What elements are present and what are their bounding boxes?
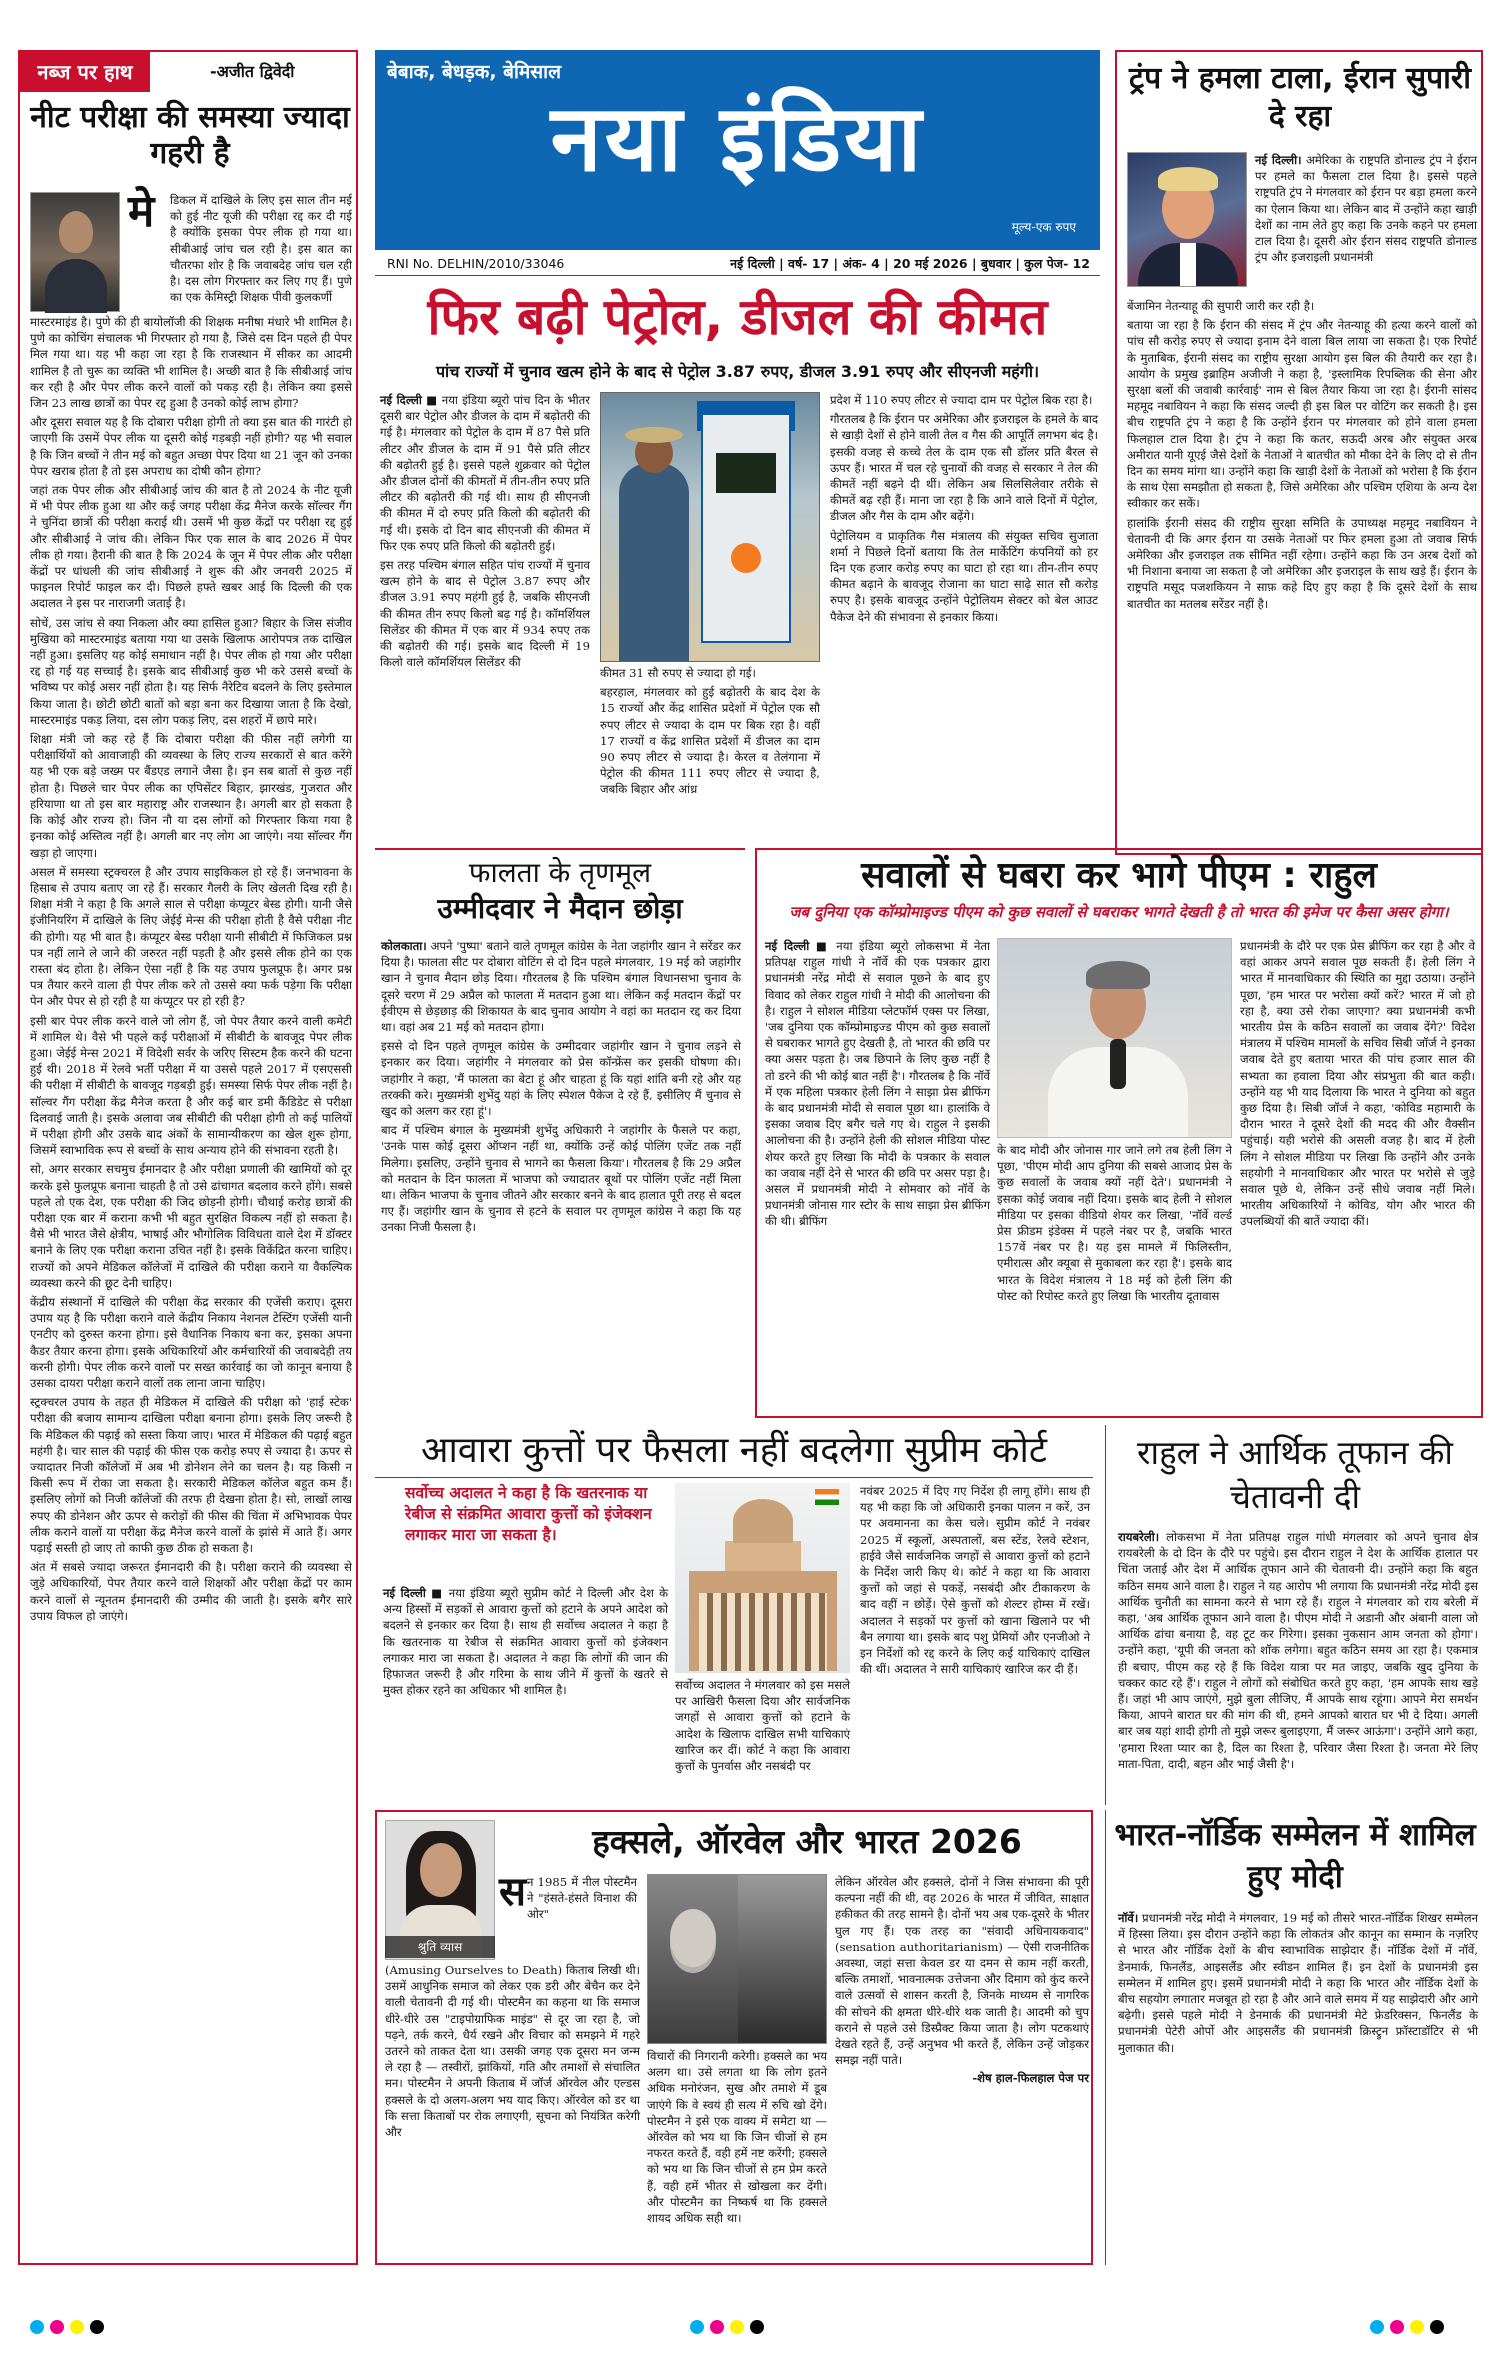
column-paragraph: सो, अगर सरकार सचमुच ईमानदार है और परीक्षा प्रणाली की खामियों को दूर करके इसे फुलप्रूफ बनाना चाहती है तो उसे ढांचागत बदलाव करने होंगे। सबसे पहले तो एक देश, एक परीक्षा की जिद छोड़नी होगी। चौथाई करोड़ छात्रों की परीक्षा एक बार में कराना कभी भी बहुत सुरक्षित विकल्प नहीं हो सकता है। वैसे भी भारत जैसे क्षेत्रीय, भाषाई और भौगोलिक विविधता वाले देश में डॉक्टर बनाने के लिए एक परीक्षा कराना उचित नहीं है। इसके विकेंद्रित करना चाहिए। राज्यों को अपने मेडिकल कॉलेजों में दाखिले की परीक्षा कराने या वैकल्पिक व्यवस्था करने की छूट देनी चाहिए। (30, 1162, 352, 1290)
column-paragraph: इसी बार पेपर लीक करने वाले जो लोग हैं, जो पेपर तैयार करने वाली कमेटी में शामिल थे। वैसे भी पहले कई परीक्षाओं में सीबीटी के बावजूद पेपर लीक हुआ। जेईई मेन्स 2021 में विदेशी सर्वर के जरिए सिस्टम हैक करने की घटना हुई थी। 2018 में रेलवे भर्ती परीक्षा में या उससे पहले 2017 में एसएससी की परीक्षा में सीबीटी के बावजूद गड़बड़ी हुई। समस्या सिर्फ पेपर लीक नहीं है। सॉल्वर गैंग परीक्षा केंद्र मैनेज करता है और कई बार डमी कैंडिडेट से परीक्षा दिलवाई जाती है। इसके अलावा जब सीबीटी की परीक्षा होगी तो कई पालियों में परीक्षा होगी और उसके बाद अंकों के सामान्यीकरण का खेल शुरू होगा, जिसमें स्वाभाविक रूप से बच्चों के साथ अन्याय होने की संभावना रहती है। (30, 1013, 352, 1158)
yellow-dot (1410, 2320, 1424, 2334)
orwell-article (375, 1810, 1093, 2265)
rahul-column-3: प्रधानमंत्री के दौरे पर एक प्रेस ब्रीफिंग कर रहा है और वे वहां आकर अपने सवाल पूछ सकती हैं। हेली लिंग ने भारत में मानवाधिकार की स्थिति का मुद्दा उठाया। उन्होंने पूछा, 'हम भारत पर भरोसा क्यों करें? भारत में जो हो रहा है, क्या उसे रोका जाएगा? क्या प्रधानमंत्री कभी भारतीय प्रेस के कठिन सवालों का जवाब देंगे?' विदेश मंत्रालय में पश्चिम मामलों के सचिव सिबी जॉर्ज ने इनका जवाब देते हुए बताया भारत की पांच हजार साल की सभ्यता का हवाला दिया और संप्रभुता की बात कही। उन्होंने यह भी याद दिलाया कि भारत ने दुनिया को बहुत कुछ दिया है। सिबी जॉर्ज ने कहा, 'कोविड महामारी के दौरान भारत ने दूसरे देशों की मदद की और वैक्सीन पहुंचाई। यही भरोसे की असली वजह है। बाद में हेली लिंग ने सोशल मीडिया पर लिखा कि उन्होंने और उनके सहयोगी ने मानवाधिकार और भारत पर भरोसे से जुड़े सवाल पूछे थे, लेकिन उन्हें सीधे जवाब नहीं मिले। भारतीय अधिकारियों ने कोविड, योग और भारत की उपलब्धियों की बातें ज्यादा कीं। (1240, 939, 1475, 1229)
falta-paragraph: बाद में पश्चिम बंगाल के मुख्यमंत्री शुभेंदु अधिकारी ने जहांगीर के फैसले पर कहा, 'उनके पास कोई दूसरा ऑप्शन नहीं था, क्योंकि उन्हें कोई पोलिंग एजेंट तक नहीं मिलेगा। इसलिए, उन्होंने चुनाव से भागने का फैसला किया'। गौरतलब है कि 29 अप्रैल को मतदान के दिन फालता में भाजपा को ज्यादातर बूथों पर पोलिंग एजेंट नहीं मिला था। लेकिन भाजपा के चुनाव जीतने और सरकार बनने के बाद हालात पूरी तरह से बदल गए हैं। जहांगीर खान के चुनाव से हटने के सवाल पर तृणमूल कांग्रेस ने कहा कि यह उनका निजी फैसला है। (381, 1123, 741, 1235)
economic-warning-story (1105, 1425, 1483, 1805)
lead-headline: फिर बढ़ी पेट्रोल, डीजल की कीमत (427, 288, 1048, 346)
dogs-column-1: नई दिल्ली ■ नया इंडिया ब्यूरो सुप्रीम कोर्ट ने दिल्ली और देश के अन्य हिस्सों में सड़कों से आवारा कुत्तों को हटाने के अपने आदेश को बदलने से इनकार कर दिया है। साथ ही सर्वोच्च अदालत ने कहा है कि खतरनाक या रेबीज से संक्रमित आवारा कुत्तों को इंजेक्शन लगाकर मारा जा सकता है। अदालत ने कहा कि लोगों की जान की हिफाजत जरूरी है और गरिमा के साथ जीने में कुत्तों के खतरे से मुक्त होकर रहने का अधिकार भी शामिल है। (383, 1586, 668, 1698)
author-name: श्रुति व्यास (385, 1936, 495, 1958)
lead-paragraph: कीमत 31 सौ रुपए से ज्यादा हो गई। (600, 666, 756, 680)
lead-column-3 (830, 392, 1098, 628)
column-paragraph: सोचें, उस जांच से क्या निकला और क्या हासिल हुआ? बिहार के जिस संजीव मुखिया को मास्टरमाइंड बताया गया था उसके खिलाफ आरोपपत्र तक दाखिल नहीं हुआ। इसलिए यह कोई समाधान नहीं है। पेपर लीक हो गया और परीक्षा रद्द हो गई यह सच्चाई है। इसके बाद सीबीआई कुछ भी करे उससे बच्चों के भविष्य पर कोई असर नहीं होता है। यह सिर्फ नैरेटिव बदलने के लिए इस्तेमाल किया जाता है। छोटी छोटी बातों को बड़ा बना कर दिखाया जाता है कि देखो, मास्टरमाइंड पकड़ लिया, दस लोग पकड़ लिए, दस शहरों में छापे मारे। (30, 615, 352, 727)
lead-column-1: नई दिल्ली ■ नया इंडिया ब्यूरो पांच दिन के भीतर दूसरी बार पेट्रोल और डीजल के दाम में बढ़ोतरी की गई है। मंगलवार को पेट्रोल के दाम में 87 पैसे प्रति लीटर और डीजल के दाम में 91 पैसे प्रति लीटर की बढ़ोतरी हुई है। इससे पहले शुक्रवार को पेट्रोल और डीजल दोनों की कीमतों में तीन-तीन रुपए प्रति लीटर की बढ़ोतरी की गई थी। साथ ही सीएनजी की कीमत में दो रुपए प्रति किलो की बढ़ोतरी की गई थी। इसके दो दिन बाद सीएनजी की कीमत में फिर एक रुपए प्रति किलो की बढ़ोतरी हुई। इस तरह पश्चिम बंगाल सहित पांच राज्यों में चुनाव खत्म होने के बाद से पेट्रोल 3.87 रुपए और डीजल 3.91 रुपए महंगी हुई है, जबकि सीएनजी की कीमत तीन रुपए किलो बढ़ गई है। कॉमर्शियल सिलेंडर की कीमत में एक बार में 934 रुपए तक की बढ़ोतरी की गई। इसके बाद दिल्ली में 19 किलो वाले कॉमर्शियल सिलेंडर की (380, 393, 590, 670)
orwell-headline: हक्सले, ऑरवेल और भारत 2026 (592, 1822, 1022, 1861)
column-body (30, 314, 352, 2259)
lead-paragraph: प्रदेश में 110 रुपए लीटर से ज्यादा दाम पर पेट्रोल बिक रहा है। (830, 393, 1093, 407)
masthead-tagline: बेबाक, बेधड़क, बेमिसाल (387, 61, 561, 83)
dogs-dateline: नई दिल्ली (383, 1586, 426, 1600)
masthead (375, 50, 1100, 250)
orwell-huxley-portraits (647, 1874, 827, 2044)
falta-paragraph: अपने 'पुष्पा' बताने वाले तृणमूल कांग्रेस के नेता जहांगीर खान ने सरेंडर कर दिया है। फालता सीट पर दोबारा वोटिंग से दो दिन पहले मंगलवार, 19 मई को जहांगीर खान ने चुनाव मैदान छोड़ दिया। गौरतलब है कि पश्चिम बंगाल विधानसभा चुनाव के दूसरे चरण में 29 अप्रैल को फालता में मतदान हुआ था। लेकिन कई मतदान केंद्रों पर ईवीएम से छेड़छाड़ की शिकायत के बाद चुनाव आयोग ने वहां का मतदान रद्द कर दिया था। वहां अब 21 मई को मतदान होगा। (381, 939, 742, 1035)
rahul-headline: सवालों से घबरा कर भागे पीएम : राहुल (861, 855, 1377, 896)
rni-number: RNI No. DELHIN/2010/33046 (387, 256, 565, 271)
column-paragraph: शिक्षा मंत्री जो कह रहे हैं कि दोबारा परीक्षा की फीस नहीं लगेगी या परीक्षार्थियों को आवाजाही की व्यवस्था के लिए राज्य सरकारों से बात करेंगे यह भी एक बड़े जख्म पर बैंडएड लगाने जैसा है। इन सब बातों से कुछ नहीं होता है। पिछले चार पेपर लीक का एपिसेंटर बिहार, झारखंड, गुजरात और हरियाणा था तो इस बार महाराष्ट्र और राजस्थान है। अगली बार हो सकता है कि कोई और राज्य हो। जिन नौ या दस लोगों को गिरफ्तार किया गया है इनका कोई अस्तित्व नहीं है। अगली बार नए लोग आ जाएंगे। नया सॉल्वर गैंग खड़ा हो जाएगा। (30, 732, 352, 860)
nordic-text: प्रधानमंत्री नरेंद्र मोदी ने मंगलवार, 19 मई को तीसरे भारत-नॉर्डिक शिखर सम्मेलन में हिस्सा लिया। इस दौरान उन्होंने कहा कि लोकतंत्र और कानून का सम्मान के नज़रिए से भारत और नॉर्डिक देशों के बीच स्वाभाविक साझेदार हैं। नॉर्डिक देशों में नॉर्वे, डेनमार्क, फिनलैंड, आइसलैंड और स्वीडन शामिल हैं। इन देशों के प्रधानमंत्री इस सम्मेलन में शामिल हुए। इसमें प्रधानमंत्री मोदी ने कहा कि भारत और नॉर्डिक देशों के बीच सहयोग लगातार मजबूत हो रहा है और आने वाले समय में यह साझेदारी और आगे बढ़ेगी। इससे पहले मोदी ने डेनमार्क की प्रधानमंत्री मेटे फ्रेडरिक्सन, फिनलैंड के प्रधानमंत्री पेटेरी ओर्पो और आइसलैंड की प्रधानमंत्री क्रिस्ट्रुन फ्रॉस्टाडॉटिर से भी मुलाकात की। (1118, 1911, 1479, 2055)
nordic-summit-story (1105, 1810, 1483, 2265)
column-paragraph: मास्टरमाइंड है। पुणे की ही बायोलॉजी की शिक्षक मनीषा मंधारे भी शामिल है। पुणे का कोचिंग संचालक भी गिरफ्तार हो गया है, जिसे दस दिन पहले ही पेपर मिल गया था। यह भी कहा जा रहा है कि राजस्थान में सीकर का आदमी शामिल है तो चुरू का व्यक्ति भी शामिल है। अच्छी बात है कि सीबीआई जांच कर रही है और पेपर लीक करने वालों को पकड़ रही है। लेकिन क्या इससे जिन 23 लाख छात्रों का पेपर रद्द हुआ है उनको कोई लाभ होगा? (30, 315, 352, 411)
rahul-subhead: जब दुनिया एक कॉम्प्रोमाइज्ड पीएम को कुछ सवालों से घबराकर भागते देखती है तो भारत की इमेज पर कैसा असर होगा। (789, 903, 1449, 921)
supreme-court-photo (675, 1483, 850, 1673)
magenta-dot (710, 2320, 724, 2334)
trump-photo (1127, 152, 1247, 287)
column-paragraph: केंद्रीय संस्थानों में दाखिले की परीक्षा केंद्र सरकार की एजेंसी कराए। दूसरा उपाय यह है कि परीक्षा कराने वाले केंद्रीय निकाय नेशनल टेस्टिंग एजेंसी यानी एनटीए को दुरुस्त करना होगा। इसे वैधानिक निकाय बना कर, इसका अपना कैडर तैयार करना होगा। इसके अधिकारियों और कर्मचारियों की जवाबदेही तय करनी होगी। पेपर लीक करने वालों पर सख्त कार्रवाई का जो कानून बनाया है उसका दायरा परीक्षा कराने वालों तक लाना जाना चाहिए। (30, 1294, 352, 1390)
registration-marks-right (1370, 2320, 1444, 2334)
column-tag: नब्ज पर हाथ (20, 52, 150, 92)
lead-paragraph: बहरहाल, मंगलवार को हुई बढ़ोतरी के बाद देश के 15 राज्यों और केंद्र शासित प्रदेशों में पेट्रोल एक सौ रुपए लीटर से ज्यादा के दाम पर बिक रहा है। वहीं 17 राज्यों व केंद्र शासित प्रदेशों में डीजल का दाम 90 रुपए लीटर से ज्यादा है। केरल व तेलंगाना में पेट्रोल की कीमत 111 रुपए लीटर से ज्यादा है, जबकि बिहार और आंध्र (600, 685, 820, 797)
trump-lede (1255, 152, 1477, 265)
trump-story (1115, 50, 1483, 855)
orwell-column-1: (Amusing Ourselves to Death) किताब लिखी थी। उसमें आधुनिक समाज को लेकर एक डरी और बेचैन कर देने वाली चेतावनी दी गई थी। पोस्टमैन का कहना था कि समाज धीरे-धीरे उस "टाइपोग्राफिक माइंड" से दूर जा रहा है, जो पढ़ने, तर्क करने, धैर्य रखने और विचार को समझने में गहरे उतरने को ताकत देता था। उसकी जगह एक दूसरा मन जन्म ले रहा है — तस्वीरों, झांकियों, गति और तमाशों से संचालित मन। पोस्टमैन ने अपनी किताब में जॉर्ज ऑरवेल और एल्डस हक्सले के दो अलग-अलग भय याद किए। ऑरवेल को डर था कि सत्ता किताबों पर रोक लगाएगी, सूचना को नियंत्रित करेगी और (385, 1963, 640, 2140)
magenta-dot (1390, 2320, 1404, 2334)
column-lede: डिकल में दाखिले के लिए इस साल तीन मई को हुई नीट यूजी की परीक्षा रद्द कर दी गई है क्योंकि इसका पेपर लीक हो गया था। सीबीआई जांच चल रही है। इस बात का चौतरफा शोर है कि जवाबदेह जांच चल रही है। दस लोग गिरफ्तार कर लिए गए हैं। पुणे का एक केमिस्ट्री शिक्षक पीवी कुलकर्णी (170, 193, 352, 305)
warning-text: लोकसभा में नेता प्रतिपक्ष राहुल गांधी मंगलवार को अपने चुनाव क्षेत्र रायबरेली के दो दिन के दौरे पर पहुंचे। इस दौरान राहुल ने देश के आर्थिक हालात पर चिंता जताई और देश में आर्थिक तूफान आने की चेतावनी दी। उन्होंने कहा कि बहुत कठिन समय आने वाला है। राहुल ने यह आरोप भी लगाया कि प्रधानमंत्री नरेंद्र मोदी इस आर्थिक चुनौती का सामना करने से भाग रहे हैं। राहुल ने मंगलवार को राय बरेली में कहा, 'अब आर्थिक तूफान आने वाला है। पीएम मोदी ने अडानी और अंबानी वाला जो आर्थिक ढांचा बनाया है, वह टूट कर गिरेगा। इसका नुकसान आम जनता को होगा'। उन्होंने कहा, 'यूपी की जनता को शॉक लगेगा। बहुत कठिन समय आ रहा है। एकमात्र ही बचाए, पीएम कह रहे हैं कि विदेश यात्रा पर मत जाइए, जबकि खुद दुनिया के चक्कर काट रहे हैं'। राहुल ने लोगों को संबोधित करते हुए कहा, 'हम आपके साथ खड़े हैं। जहां भी आप जाएंगे, मुझे बुला लीजिए, मैं आपके साथ रहूंगा। आपने मेरा समर्थन किया, आपने बारात घर की मांग की थी, हमने आपको बारात घर भी दे दिया। अगली बार जब यहां शादी होगी तो मुझे जरूर बुलाइएगा, मैं जरूर आऊंगा'। उन्होंने आगे कहा, 'हमारा रिश्ता प्यार का है, दिल का रिश्ता है, परिवार जैसा रिश्ता है। जनता मेरे लिए माता-पिता, दादी, बहन और भाई जैसी है'। (1118, 1530, 1478, 1771)
trump-dateline: नई दिल्ली। (1255, 153, 1302, 167)
trump-paragraph: हालांकि ईरानी संसद की राष्ट्रीय सुरक्षा समिति के उपाध्यक्ष महमूद नबावियन ने चेतावनी दी कि अगर ईरान या उसके नेताओं पर फिर हमला हुआ तो जवाब सिर्फ अमेरिका और इजराइल तक सीमित नहीं रहेगा। उन्होंने कहा कि उन अरब देशों को भी निशाना बनाया जा सकता है जो अमेरिका और इजराइल के साथ खड़े हैं। ईरान के राष्ट्रपति मसूद पजशकियन ने साफ़ कहे दिए हुए कहा है कि दूसरे देशों के साथ बातचीत का मतलब सरेंडर नहीं है। (1127, 515, 1477, 611)
lead-paragraph: पेट्रोलियम व प्राकृतिक गैस मंत्रालय की संयुक्त सचिव सुजाता शर्मा ने पिछले दिनों बताया कि तेल मार्केटिंग कंपनियों को हर दिन एक हजार करोड़ रुपए का घाटा हो रहा था। तीन-तीन रुपए कीमत बढ़ाने के बावजूद रोजाना का घाटा साढ़े सात सौ करोड़ रुपए है। इसके बावजूद उन्होंने पेट्रोलियम सेक्टर को बेल आउट पैकेज देने की संभावना से इनकार किया। (830, 528, 1098, 624)
orwell-column-2: विचारों की निगरानी करेगी। हक्सले का भय अलग था। उसे लगता था कि लोग इतने अधिक मनोरंजन, सुख और तमाशे में डूब जाएंगे कि वे स्वयं ही सत्य में रुचि खो देंगे। पोस्टमैन ने इसे एक वाक्य में समेटा था — ऑरवेल को भय था कि जिन चीजों से हम नफरत करते हैं, वही हमें नष्ट करेंगी; हक्सले को भय था कि जिन चीजों से हम प्रेम करते हैं, वही हमें भीतर से खोखला कर देंगी। और पोस्टमैन का निष्कर्ष था कि हक्सले शायद अधिक सही था। (647, 2049, 827, 2226)
falta-story (375, 848, 745, 1418)
registration-marks-center (690, 2320, 764, 2334)
rahul-column-2: के बाद मोदी और जोनास गार जाने लगे तब हेली लिंग ने पूछा, 'पीएम मोदी आप दुनिया की सबसे आजाद प्रेस के कुछ सवालों के जवाब क्यों नहीं देते'। प्रधानमंत्री ने इसका कोई जवाब नहीं दिया। इसके बाद हेली ने सोशल मीडिया पर इसका वीडियो शेयर कर लिखा, 'नॉर्वे वर्ल्ड प्रेस फ्रीडम इंडेक्स में पहले नंबर पर है, जबकि भारत 157वें नंबर पर है। यह इस मामले में फिलिस्तीन, एमीरात्स और क्यूबा से मुकाबला कर रहा है'। इसके बाद भारत के विदेश मंत्रालय ने 18 मई को हेली लिंग की पोस्ट को रिपोस्ट करते हुए लिखा कि भारतीय दूतावास (997, 1143, 1232, 1303)
trump-lede-text: अमेरिका के राष्ट्रपति डोनाल्ड ट्रंप ने ईरान पर हमले का फैसला टाल दिया है। इससे पहले राष्ट्रपति ट्रंप ने मंगलवार को ईरान पर बड़ा हमला करने का ऐलान किया था। लेकिन बाद में उन्होंने कहा खाड़ी देशों का नाम लेते हुए कहा कि उनके कहने पर हमला टाल दिया है। दूसरी ओर ईरान संसद राष्ट्रपति डोनाल्ड ट्रंप और इजराइली प्रधानमंत्री (1255, 153, 1478, 265)
dogs-column-2: सर्वोच्च अदालत ने मंगलवार को इस मसले पर आखिरी फैसला दिया और सार्वजनिक जगहों से आवारा कुत्तों को हटाने के आदेश के खिलाफ दाखिल सभी याचिकाएं खारिज कर दीं। कोर्ट ने कहा कि आवारा कुत्तों के पुनर्वास और नसबंदी पर (675, 1678, 850, 1774)
column-paragraph: असल में समस्या स्ट्रक्चरल है और उपाय साइकिकल हो रहे हैं। जनभावना के हिसाब से उपाय बताए जा रहे हैं। सरकार गैलरी के लिए खेलती दिख रही है। शिक्षा मंत्री ने कहा है कि अगले साल से परीक्षा कंप्यूटर बेस्ड होगी। यानी जैसे इंजीनियरिंग में दाखिले के लिए जेईई मेन्स की परीक्षा होती है वैसे परीक्षा नीट की होगी। यह भी बात है। कंप्यूटर बेस्ड परीक्षा यानी सीबीटी में फिजिकल प्रश्न पत्र नहीं लाने ले जाने की जरुरत नहीं पड़ती है और इससे लीक होने का एक रास्ता बंद होता है। लेकिन ऐसा नहीं है कि यह उपाय फुलप्रूफ है। अगर प्रश्न पत्र तैयार करने वाला ही पेपर लीक करे तो उससे क्या फर्क पड़ेगा कि परीक्षा पेन और पेपर से हो रही है या कंप्यूटर पर हो रही है? (30, 864, 352, 1009)
black-dot (90, 2320, 104, 2334)
continued-note: -शेष हाल-फिलहाल पेज पर (972, 2071, 1089, 2086)
column-paragraph: जहां तक पेपर लीक और सीबीआई जांच की बात है तो 2024 के नीट यूजी में भी पेपर लीक हुआ था और कई जगह परीक्षा केंद्र मैनेज करके सॉल्वर गैंग ने चुनिंदा छात्रों की परीक्षा कराई थी। उसमें भी कुछ केंद्रों पर परीक्षा रद्द हुई और सीबीआई ने जांच की। लेकिन फिर एक साल के बाद 2026 में पेपर लीक हो गया। हैरानी की बात है कि 2024 के जून में पेपर लीक और परीक्षा केंद्रों पर धांधली की जांच सीबीआई ने शुरू की और जनवरी 2025 में फाइनल रिपोर्ट फाइल कर दी। पिछले हफ्ते खबर आई कि दिल्ली की एक अदालत ने इस पर नाराजगी जताई है। (30, 483, 352, 611)
falta-headline-line1: फालता के तृणमूल (468, 856, 652, 889)
trump-body (1127, 298, 1477, 615)
falta-headline-line2: उम्मीदवार ने मैदान छोड़ा (437, 892, 683, 925)
nordic-headline: भारत-नॉर्डिक सम्मेलन में शामिल हुए मोदी (1114, 1817, 1476, 1895)
warning-body (1118, 1529, 1478, 1772)
column-headline: नीट परीक्षा की समस्या ज्यादा गहरी है (30, 100, 350, 171)
orwell-text: लेकिन ऑरवेल और हक्सले, दोनों ने जिस संभावना की पूरी कल्पना नहीं की थी, वह 2026 के भारत में जीवित, साक्षात हकीकत की तरह सामने है। दोनों भय अब एक-दूसरे के भीतर घुल गए हैं। एक तरह का "संवादी अधिनायकवाद" (sensation authoritarianism) — ऐसी राजनीतिक अवस्था, जहां सत्ता केवल डर या दमन से काम नहीं करती, बल्कि तमाशों, भावनात्मक उत्तेजना और दिमाग को कुंद करने वाले उत्सवों से शासन करती है, जिनके माध्यम से नागरिक की सोचने की क्षमता धीरे-धीरे थक जाती है। आदमी को चुप कराने से पहले उसे डिस्प्रैक्ट किया जाता है। लोग पटकथाएं देखते रहते हैं, उन्हें अनुभव भी करते हैं, लेकिन उन्हें जोड़कर समझ नहीं पाते। (835, 1875, 1089, 2068)
rahul-story (755, 848, 1483, 1418)
cyan-dot (30, 2320, 44, 2334)
rahul-column-1: नई दिल्ली ■ नया इंडिया ब्यूरो लोकसभा में नेता प्रतिपक्ष राहुल गांधी ने नॉर्वे की एक पत्रकार द्वारा प्रधानमंत्री नरेंद्र मोदी से सवाल पूछने के बाद हुए विवाद को लेकर राहुल गांधी ने मोदी की आलोचना की है। राहुल ने सोशल मीडिया प्लेटफॉर्म एक्स पर लिखा, 'जब दुनिया एक कॉम्प्रोमाइज्ड पीएम को कुछ सवालों से घबराकर भागते हुए देखती है, तो भारत की छवि पर क्या असर पड़ता है। जब छिपाने के लिए कुछ नहीं है तो डरने की भी कोई बात नहीं है'। गौरतलब है कि नॉर्वे में एक महिला पत्रकार हेली लिंग ने साझा प्रेस ब्रीफिंग के बाद प्रधानमंत्री मोदी से सवाल पूछा था। हालांकि वे इसका जवाब दिए बगैर चले गए थे। राहुल ने इसकी आलोचना की है। उन्होंने हेली की सोशल मीडिया पोस्ट शेयर करते हुए लिखा कि मोदी के पत्रकार के सवाल का जवाब नहीं देने से भारत की छवि पर असर पड़ा है। असल में प्रधानमंत्री मोदी ने सोमवार को नॉर्वे के प्रधानमंत्री जोनास गार स्टोर के साथ साझा प्रेस ब्रीफिंग की थी। ब्रीफिंग (765, 939, 990, 1229)
dogs-headline: आवारा कुत्तों पर फैसला नहीं बदलेगा सुप्रीम कोर्ट (375, 1425, 1093, 1478)
opinion-column (18, 50, 358, 2265)
orwell-column-3 (835, 1874, 1089, 2087)
column-author: -अजीत द्विवेदी (210, 62, 295, 81)
trump-paragraph: बेंजामिन नेतन्याहू की सुपारी जारी कर रही है। (1127, 299, 1315, 313)
yellow-dot (70, 2320, 84, 2334)
lead-subhead: पांच राज्यों में चुनाव खत्म होने के बाद से पेट्रोल 3.87 रुपए, डीजल 3.91 रुपए और सीएनजी महंगी। (435, 362, 1040, 381)
column-dropcap: मे (128, 186, 155, 237)
nordic-dateline: नॉर्वे। (1118, 1911, 1139, 1925)
warning-headline: राहुल ने आर्थिक तूफान की चेतावनी दी (1137, 1433, 1453, 1516)
dogs-column-3: नवंबर 2025 में दिए गए निर्देश ही लागू होंगे। साथ ही यह भी कहा कि जो अधिकारी इनका पालन न करें, उन पर अवमानना का केस चले। सुप्रीम कोर्ट ने नवंबर 2025 में स्कूलों, अस्पतालों, बस स्टेंड, रेलवे स्टेशन, हाईवे जैसे सार्वजनिक जगहों से आवारा कुत्तों को हटाने के निर्देश जारी किए थे। कोर्ट ने कहा था कि आवारा कुत्तों को जहां से पकड़ें, नसबंदी और टीकाकरण के बाद वहीं न छोड़ें। ऐसे कुत्तों को शेल्टर होम्स में रखें। अदालत ने सड़कों पर कुत्तों को खाना खिलाने पर भी बैन लगाया था। इसके बाद पशु प्रेमियों और एनजीओ ने इन निर्देशों को रद्द करने के लिए कई याचिकाएं दाखिल की थीं। अदालत ने सारी याचिकाएं खारिज कर दी हैं। (860, 1484, 1090, 1677)
lead-paragraph: गौरतलब है कि ईरान पर अमेरिका और इजराइल के हमले के बाद से खाड़ी देशों से होने वाली तेल व गैस की आपूर्ति लगभग बंद है। इसकी वजह से कच्चे तेल के दाम एक सौ डॉलर प्रति बैरल से ऊपर हैं। भारत में चल रहे चुनावों की वजह से सरकार ने तेल की कीमतें नहीं बढ़ने दी थीं। लेकिन अब सिलसिलेवार तरीके से कीमतें बढ़ रही हैं। माना जा रहा है कि आने वाले दिनों में पेट्रोल, डीजल और गैस के दाम और बढ़ेंगे। (830, 412, 1098, 524)
column-paragraph: स्ट्रक्चरल उपाय के तहत ही मेडिकल में दाखिले की परीक्षा को 'हाई स्टेक' परीक्षा की बजाय सामान्य दाखिला परीक्षा बनाना होगा। इसके लिए जरूरी है कि मेडिकल की पढ़ाई को सस्ता किया जाए। भारत में मेडिकल की पढ़ाई बहुत महंगी है। चार साल की पढ़ाई की फीस एक करोड़ रुपए से ज्यादा है। ऊपर से ज्यादातर निजी कॉलेजों में अब भी डोनेशन लेने का चलन है। यह किसी न किसी रूप में रोका जा सकता है। सरकारी मेडिकल कॉलेज बहुत कम हैं। इसलिए लोगों को निजी कॉलेजों की तरफ ही देखना होता है। सो, लाखों लाख रुपए की डोनेशन और ऊपर से करोड़ों की फीस की चिंता में अभिभावक पेपर लीक कराने वालों या परीक्षा केंद्र मैनेज करने वालों के झांसे में आते हैं। अगर पढ़ाई सस्ती हो जाए तो काफी कुछ ठीक हो सकता है। (30, 1395, 352, 1556)
lead-dateline: नई दिल्ली (380, 393, 422, 407)
stray-dogs-story (375, 1425, 1093, 1805)
trump-headline: ट्रंप ने हमला टाला, ईरान सुपारी दे रहा (1129, 61, 1471, 134)
falta-dateline: कोलकाता। (381, 939, 427, 953)
orwell-dropcap: स (499, 1868, 527, 1915)
black-dot (750, 2320, 764, 2334)
issue-bar (375, 252, 1100, 276)
author-photo (30, 192, 120, 312)
rahul-text: नया इंडिया ब्यूरो लोकसभा में नेता प्रतिपक्ष राहुल गांधी ने नॉर्वे की एक पत्रकार द्वारा प्रधानमंत्री नरेंद्र मोदी से सवाल पूछने के बाद हुए विवाद को लेकर राहुल गांधी ने मोदी की आलोचना की है। राहुल ने सोशल मीडिया प्लेटफॉर्म एक्स पर लिखा, 'जब दुनिया एक कॉम्प्रोमाइज्ड पीएम को कुछ सवालों से घबराकर भागते हुए देखती है, तो भारत की छवि पर क्या असर पड़ता है। जब छिपाने के लिए कुछ नहीं है तो डरने की भी कोई बात नहीं है'। गौरतलब है कि नॉर्वे में एक महिला पत्रकार हेली लिंग ने साझा प्रेस ब्रीफिंग के बाद प्रधानमंत्री मोदी से सवाल पूछा था। हालांकि वे इसका जवाब दिए बगैर चले गए थे। राहुल ने इसकी आलोचना की है। उन्होंने हेली की सोशल मीडिया पोस्ट शेयर करते हुए लिखा कि मोदी के पत्रकार के सवाल का जवाब नहीं देने से भारत की छवि पर असर पड़ा है। असल में प्रधानमंत्री मोदी ने सोमवार को नॉर्वे के प्रधानमंत्री जोनास गार स्टोर के साथ साझा प्रेस ब्रीफिंग की थी। ब्रीफिंग (765, 939, 990, 1229)
dogs-text: नया इंडिया ब्यूरो सुप्रीम कोर्ट ने दिल्ली और देश के अन्य हिस्सों में सड़कों से आवारा कुत्तों को हटाने के अपने आदेश को बदलने से इनकार कर दिया है। साथ ही सर्वोच्च अदालत ने कहा है कि खतरनाक या रेबीज से संक्रमित आवारा कुत्तों को इंजेक्शन लगाकर मारा जा सकता है। अदालत ने कहा कि लोगों की जान की हिफाजत जरूरी है और गरिमा के साथ जीने में कुत्तों के खतरे से मुक्त होकर रहने का अधिकार भी शामिल है। (383, 1586, 668, 1698)
falta-body (381, 938, 741, 1239)
orwell-lede: न 1985 में नील पोस्टमैन ने "हंसते-हंसते विनाश की ओर" (527, 1875, 637, 1922)
yellow-dot (730, 2320, 744, 2334)
magenta-dot (50, 2320, 64, 2334)
cyan-dot (690, 2320, 704, 2334)
trump-paragraph: बताया जा रहा है कि ईरान की संसद में ट्रंप और नेतन्याहू की हत्या करने वालों को पांच सौ करोड़ रुपए से ज्यादा इनाम देने वाला बिल लाया जा सकता है। एक रिपोर्ट के मुताबिक, ईरानी संसद का राष्ट्रीय सुरक्षा आयोग इस बिल की तैयारी कर रहा है। आयोग के प्रमुख इब्राहिम अजीजी ने कहा है, 'इस्लामिक रिपब्लिक की सेना और सुरक्षा बलों की जवाबी कार्रवाई' नाम से बिल तैयार किया जा रहा है। ईरानी सांसद महमूद नबावियन ने कहा कि संसद जल्दी ही इस बिल पर वोटिंग कर सकती है। इस बीच राष्ट्रपति ट्रंप ने कहा है कि उन्होंने ईरान पर मंगलवार को होने वाला हमला फिलहाल टाल दिया है। ट्रंप ने कहा कि कतर, सऊदी अरब और संयुक्त अरब अमीरात यानी यूएई जैसे देशों के नेताओं ने बातचीत को मौका देने के लिए दो से तीन दिन का समय मांगा था। उन्होंने कहा कि खाड़ी देशों के नेताओं को भरोसा है कि ईरान के साथ ऐसा समझौता हो सकता है, जिसे अमेरिका और पश्चिम एशिया के अन्य देश स्वीकार कर सकें। (1127, 318, 1477, 511)
column-paragraph: और दूसरा सवाल यह है कि दोबारा परीक्षा होगी तो क्या इस बात की गारंटी हो जाएगी कि उसमें पेपर लीक या दूसरी कोई गड़बड़ी नहीं होगी? यह भी सवाल है कि जिन बच्चों ने तीन मई को बहुत अच्छा पेपर दिया था 21 जून को उनका पेपर खराब होता है तो इस अपराध का दोषी कौन होगा? (30, 415, 352, 478)
lead-paragraph: नया इंडिया ब्यूरो पांच दिन के भीतर दूसरी बार पेट्रोल और डीजल के दाम में बढ़ोतरी की गई है। मंगलवार को पेट्रोल के दाम में 87 पैसे प्रति लीटर और डीजल के दाम में 91 पैसे प्रति लीटर की बढ़ोतरी हुई है। इससे पहले शुक्रवार को पेट्रोल और डीजल दोनों की कीमतों में तीन-तीन रुपए प्रति लीटर की बढ़ोतरी की गई थी। साथ ही सीएनजी की कीमत में दो रुपए प्रति किलो की बढ़ोतरी की गई थी। इसके दो दिन बाद सीएनजी की कीमत में फिर एक रुपए प्रति किलो की बढ़ोतरी हुई। (380, 393, 590, 553)
dogs-pull-quote: सर्वोच्च अदालत ने कहा है कि खतरनाक या रेबीज से संक्रमित आवारा कुत्तों को इंजेक्शन लगाकर मारा जा सकता है। (405, 1484, 652, 1544)
black-dot (1430, 2320, 1444, 2334)
cyan-dot (1370, 2320, 1384, 2334)
falta-paragraph: इससे दो दिन पहले तृणमूल कांग्रेस के उम्मीदवार जहांगीर खान ने चुनाव लड़ने से इनकार कर दिया। जहांगीर ने मंगलवार को प्रेस कॉन्फ्रेंस कर इसकी घोषणा की। जहांगीर ने कहा, 'मैं फालता का बेटा हूं और चाहता हूं कि यहां शांति बनी रहे और यह तरक्की करे। मुख्यमंत्री शुभेंदु यहां के लिए स्पेशल पैकेज दे रहे हैं, इसीलिए मैं चुनाव से खुद को अलग कर रहा हूं'। (381, 1039, 741, 1119)
registration-marks-left (30, 2320, 104, 2334)
price: मूल्य-एक रुपए (1011, 220, 1076, 234)
nordic-body (1118, 1910, 1478, 2056)
petrol-pump-photo (600, 392, 820, 662)
rahul-dateline: नई दिल्ली (765, 939, 810, 953)
lead-column-2 (600, 665, 820, 801)
warning-dateline: रायबरेली। (1118, 1530, 1160, 1544)
lead-paragraph: इस तरह पश्चिम बंगाल सहित पांच राज्यों में चुनाव खत्म होने के बाद से पेट्रोल 3.87 रुपए और डीजल 3.91 रुपए महंगी हुई है, जबकि सीएनजी की कीमत तीन रुपए किलो बढ़ गई है। कॉमर्शियल सिलेंडर की कीमत में एक बार में 934 रुपए तक की बढ़ोतरी की गई। इसके बाद दिल्ली में 19 किलो वाले कॉमर्शियल सिलेंडर की (380, 558, 590, 670)
rahul-gandhi-photo (997, 938, 1232, 1138)
issue-info: नई दिल्ली | वर्ष- 17 | अंक- 4 | 20 मई 2026 | बुधवार | कुल पेज- 12 (730, 256, 1090, 271)
newspaper-name: नया इंडिया (550, 85, 925, 192)
column-paragraph: अंत में सबसे ज्यादा जरूरत ईमानदारी की है। परीक्षा कराने की व्यवस्था से जुड़े अधिकारियों, पेपर तैयार करने वाले शिक्षकों और परीक्षा केंद्रों पर काम करने वालों से न्यूनतम ईमानदारी की उम्मीद की जाती है। इसके बगैर सारे उपाय विफल हो जाएंगे। (30, 1560, 352, 1623)
